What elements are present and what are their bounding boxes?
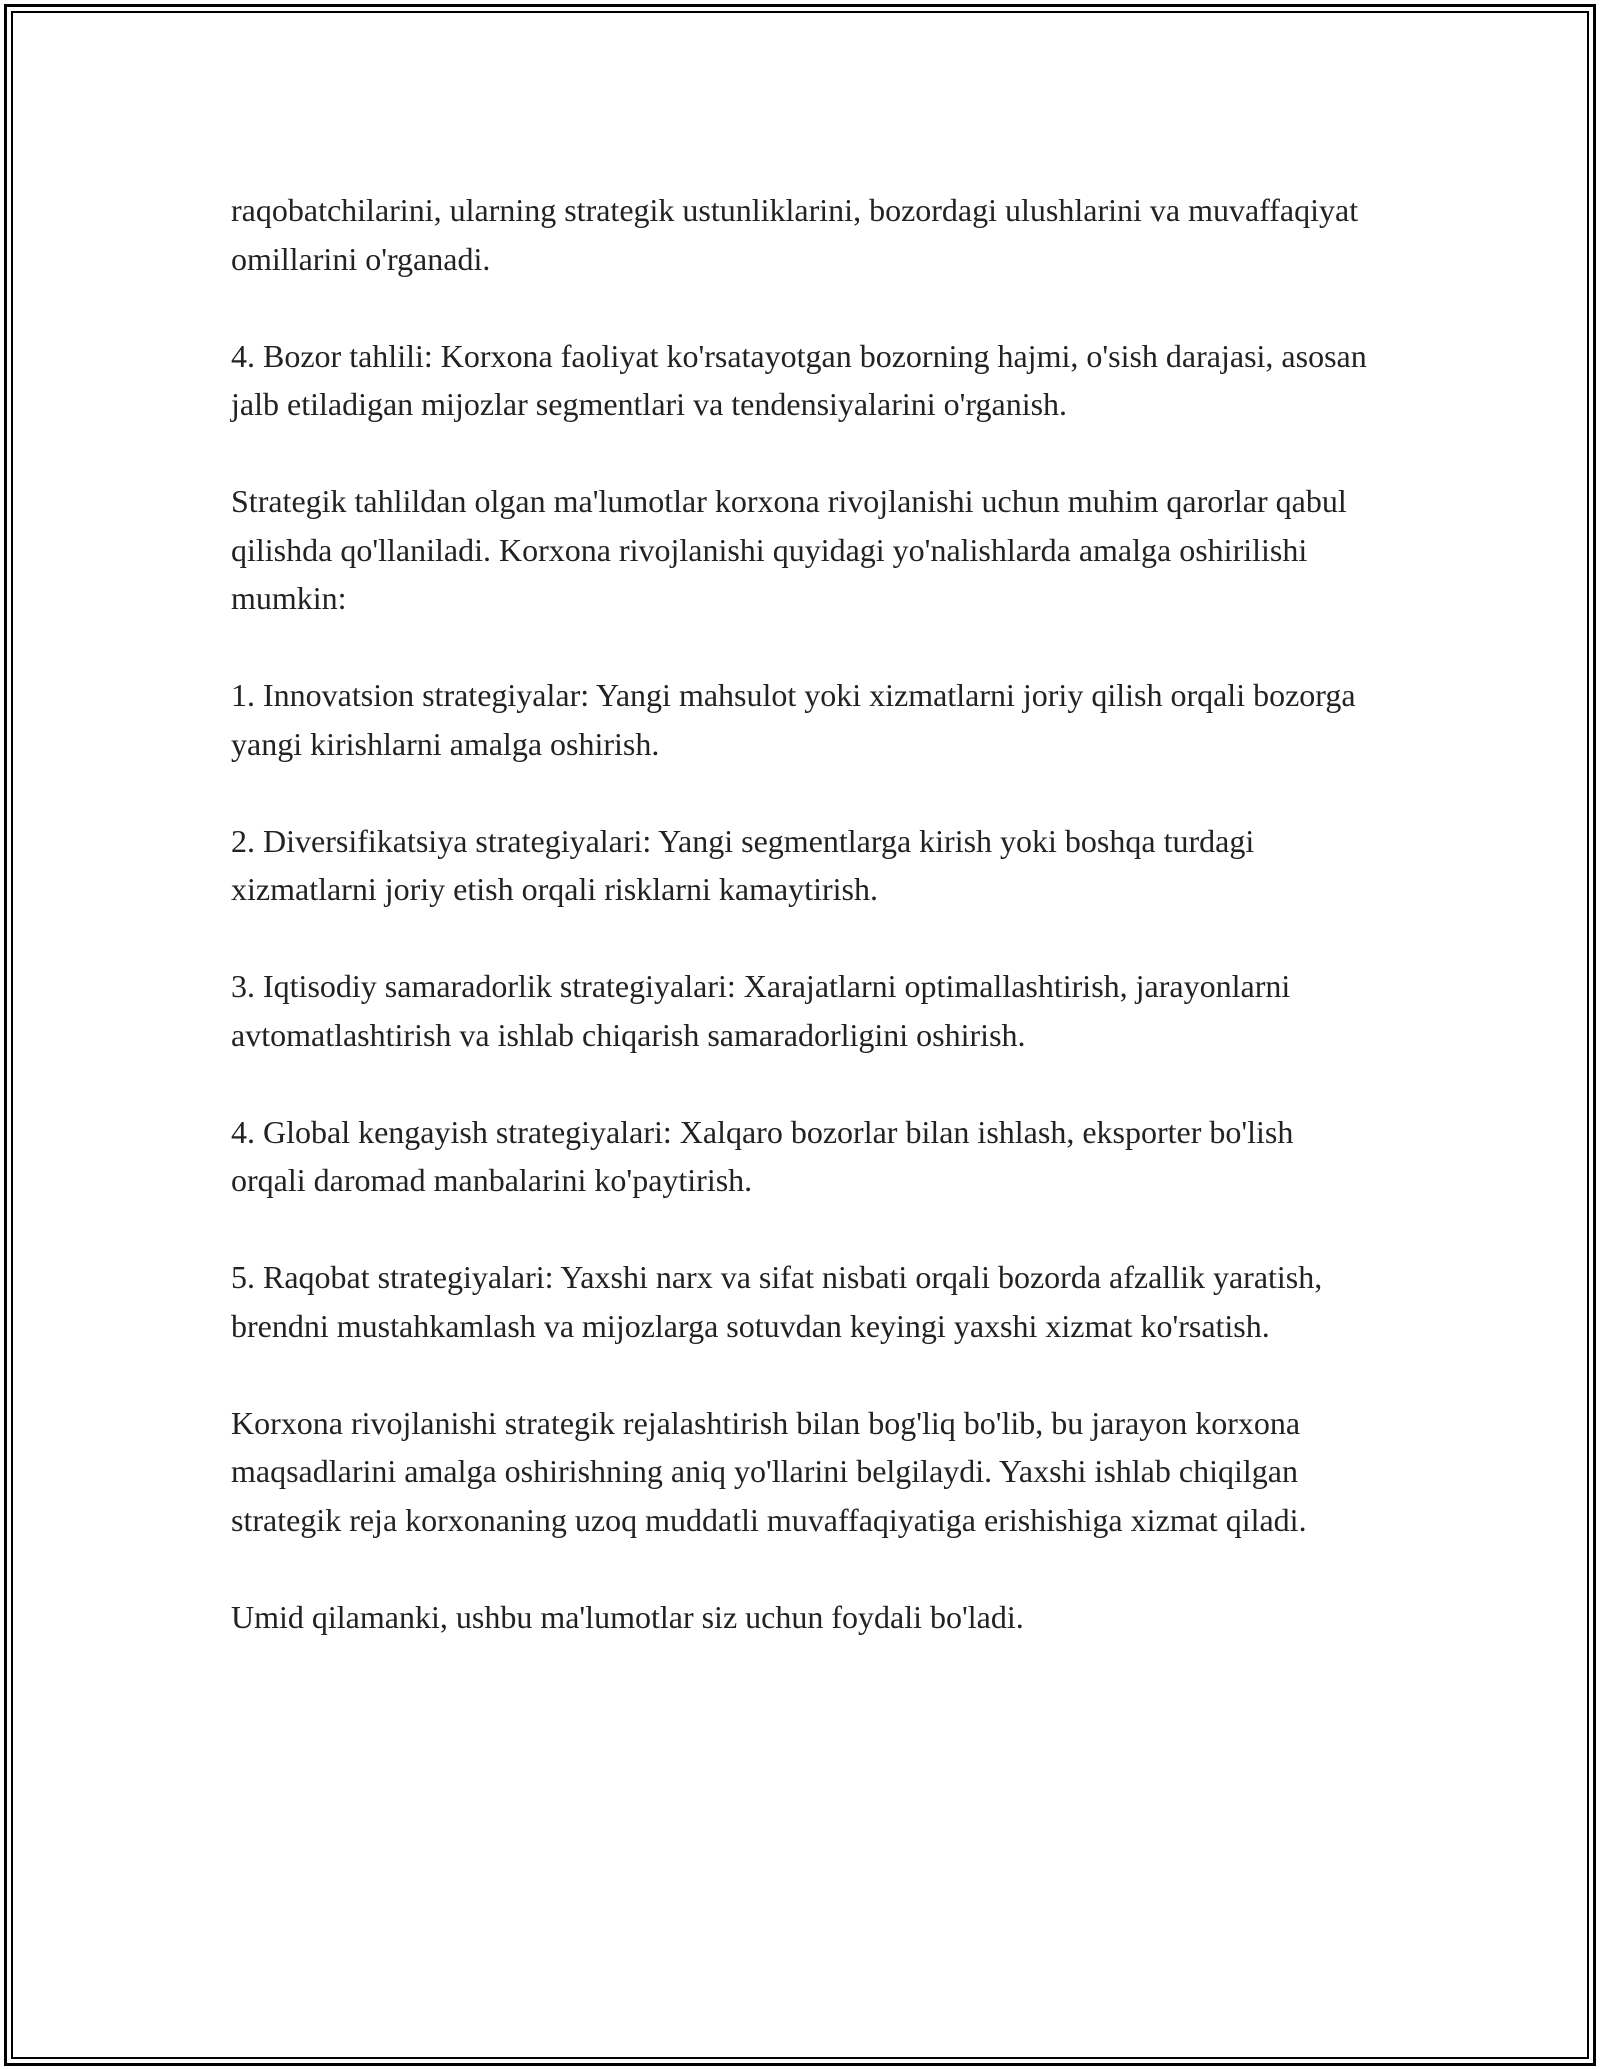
paragraph-strategic-analysis-use: Strategik tahlildan olgan ma'lumotlar korxona rivojlanishi uchun muhim qarorlar qabul qilishda qo'llaniladi. Korxona rivojlanishi quyidagi yo'nalishlarda amalga oshirilishi mumkin: xyxy=(231,483,1347,616)
paragraph-competition-strategies: 5. Raqobat strategiyalari: Yaxshi narx va sifat nisbati orqali bozorda afzallik yaratish, brendni mustahkamlash va mijozlarga sotuvdan keyingi yaxshi xizmat ko'rsatish. xyxy=(231,1259,1323,1344)
paragraph-market-analysis: 4. Bozor tahlili: Korxona faoliyat ko'rsatayotgan bozorning hajmi, o'sish darajasi, asosan jalb etiladigan mijozlar segmentlari va tendensiyalarini o'rganish. xyxy=(231,337,1367,422)
document-body xyxy=(231,186,1371,1641)
paragraph-global-expansion-strategies: 4. Global kengayish strategiyalari: Xalqaro bozorlar bilan ishlash, eksporter bo'lish orqali daromad manbalarini ko'paytirish. xyxy=(231,1113,1294,1198)
paragraph-closing: Umid qilamanki, ushbu ma'lumotlar siz uchun foydali bo'ladi. xyxy=(231,1598,1024,1635)
paragraph-diversification-strategies: 2. Diversifikatsiya strategiyalari: Yangi segmentlarga kirish yoki boshqa turdagi xizmatlarni joriy etish orqali risklarni kamaytirish. xyxy=(231,822,1255,907)
paragraph-innovation-strategies: 1. Innovatsion strategiyalar: Yangi mahsulot yoki xizmatlarni joriy qilish orqali bozorga yangi kirishlarni amalga oshirish. xyxy=(231,677,1356,762)
paragraph-competitor-analysis-cont: raqobatchilarini, ularning strategik ustunliklarini, bozordagi ulushlarini va muvaffaqiyat omillarini o'rganadi. xyxy=(231,192,1359,277)
paragraph-efficiency-strategies: 3. Iqtisodiy samaradorlik strategiyalari: Xarajatlarni optimallashtirish, jarayonlarni avtomatlashtirish va ishlab chiqarish samaradorligini oshirish. xyxy=(231,968,1291,1053)
paragraph-strategic-planning: Korxona rivojlanishi strategik rejalashtirish bilan bog'liq bo'lib, bu jarayon korxona maqsadlarini amalga oshirishning aniq yo'llarini belgilaydi. Yaxshi ishlab chiqilgan strategik reja korxonaning uzoq muddatli muvaffaqiyatiga erishishiga xizmat qiladi. xyxy=(231,1404,1307,1538)
